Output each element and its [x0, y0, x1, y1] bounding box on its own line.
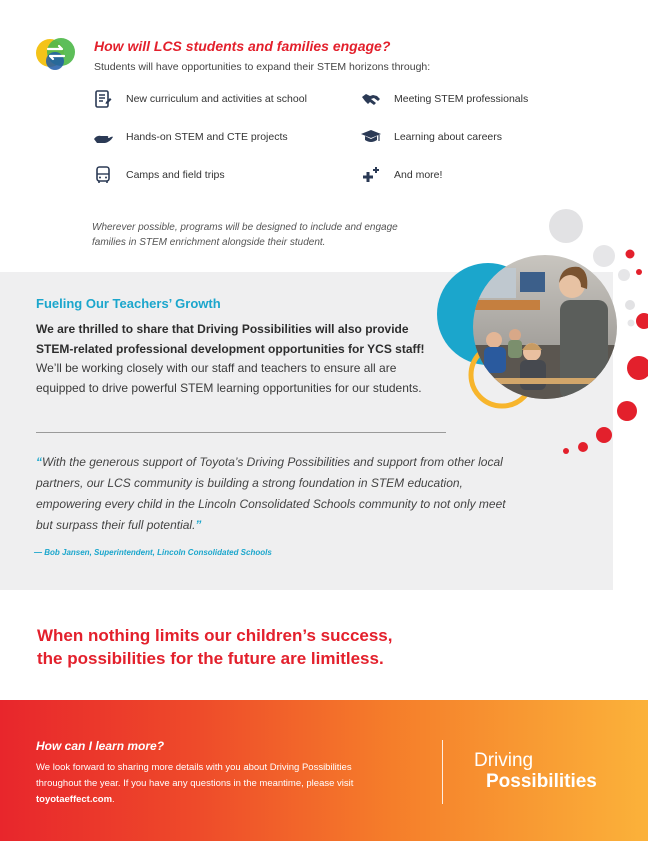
teachers-text: We’ll be working closely with our staff and teachers to ensure all are equipped to drive powerful STEM learning opportunities for our students. [36, 361, 422, 395]
engage-item [92, 88, 307, 110]
quote-text: With the generous support of Toyota’s Driving Possibilities and support from other local partners, our LCS community is building a strong foundation in STEM education, empowering every child in the Lincoln Consolidated Schools community to not only meet but surpass their full potential. [36, 455, 506, 532]
engage-item [92, 126, 288, 148]
graduation-cap-icon [360, 126, 382, 148]
hand-icon [92, 126, 114, 148]
engage-item-label: Camps and field trips [126, 169, 225, 181]
handshake-icon [360, 88, 382, 110]
engage-item-label: New curriculum and activities at school [126, 93, 307, 105]
tagline [37, 624, 392, 670]
learn-more-end: . [112, 794, 115, 805]
teachers-body [36, 320, 431, 398]
exchange-logo-icon [33, 35, 79, 71]
superintendent-quote [36, 452, 511, 536]
tagline-line-2: the possibilities for the future are limitless. [37, 649, 384, 668]
engage-item-label: And more! [394, 169, 443, 181]
families-note: Wherever possible, programs will be designed to include and engage families in STEM enrichment alongside their student. [92, 222, 398, 248]
learn-more-title: How can I learn more? [36, 739, 165, 753]
divider [36, 432, 446, 433]
teachers-lead: We are thrilled to share that Driving Possibilities will also provide STEM-related professional development opportunities for YCS staff! [36, 322, 425, 356]
learn-more-body [36, 760, 381, 808]
tagline-line-1: When nothing limits our children’s success, [37, 626, 393, 645]
driving-possibilities-logo [474, 750, 597, 792]
teachers-title: Fueling Our Teachers’ Growth [36, 296, 221, 311]
brand-line-1: Driving [474, 750, 534, 771]
curriculum-list-icon [92, 88, 114, 110]
website-link[interactable]: toyotaeffect.com [36, 794, 113, 805]
engage-item [360, 126, 502, 148]
engage-item-label: Hands-on STEM and CTE projects [126, 131, 288, 143]
bus-icon [92, 164, 114, 186]
plus-sparkle-icon [360, 164, 382, 186]
engage-item-label: Learning about careers [394, 131, 502, 143]
engage-item [360, 88, 528, 110]
footer-divider [442, 740, 443, 804]
engage-item [92, 164, 225, 186]
engage-title: How will LCS students and families engage? [94, 38, 391, 54]
quote-open-mark: “ [36, 455, 42, 469]
learn-more-text: We look forward to sharing more details with you about Driving Possibilities throughout the year. If you have any questions in the meantime, please visit [36, 762, 354, 789]
engage-item [360, 164, 442, 186]
quote-close-mark: ” [195, 518, 202, 532]
engage-subtitle: Students will have opportunities to expand their STEM horizons through: [94, 61, 431, 73]
quote-attribution: — Bob Jansen, Superintendent, Lincoln Consolidated Schools [34, 548, 272, 557]
engage-item-label: Meeting STEM professionals [394, 93, 529, 105]
brand-line-2: Possibilities [486, 771, 597, 792]
